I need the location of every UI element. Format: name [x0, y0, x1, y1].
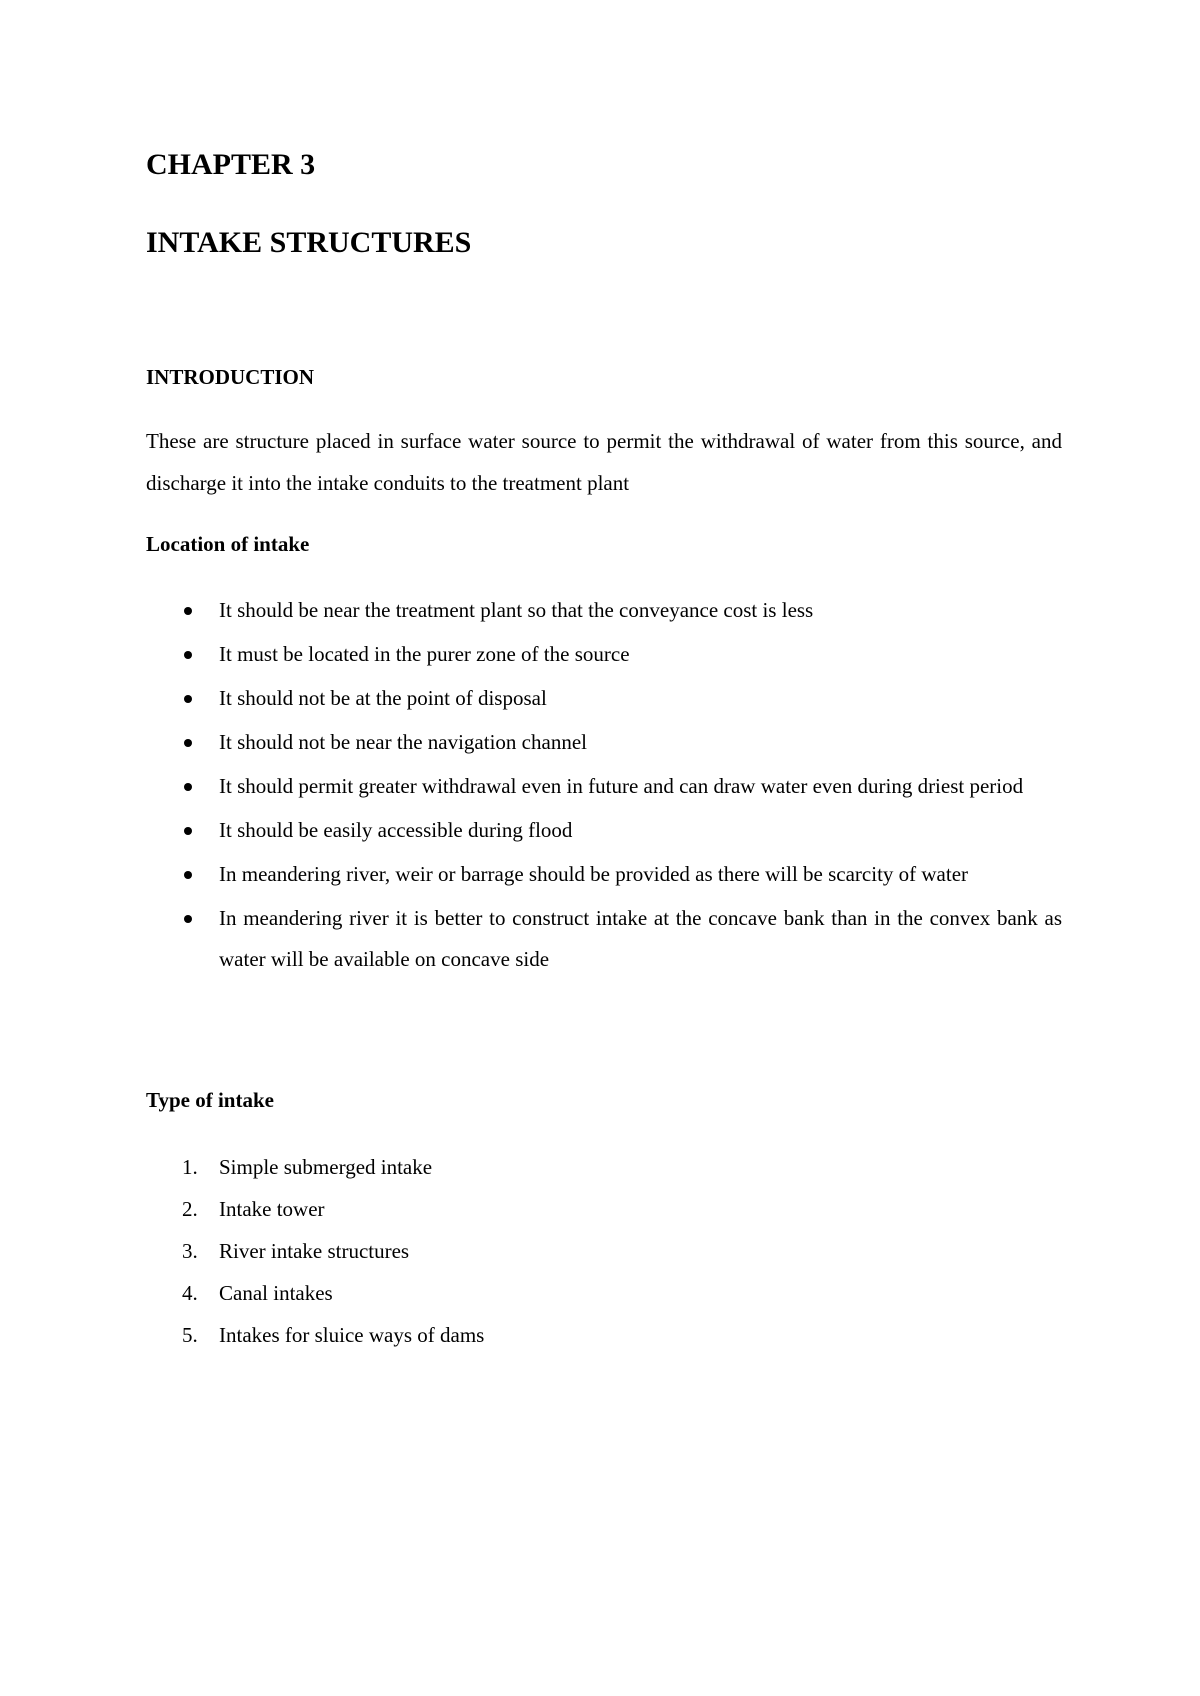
bullet-text: In meandering river, weir or barrage should be provided as there will be scarcity of water [219, 862, 969, 886]
location-bullet-list [146, 590, 1062, 983]
bullet-text: It should permit greater withdrawal even in future and can draw water even during driest period [219, 774, 1024, 798]
numbered-item [146, 1188, 1062, 1230]
bullet-dot-icon [184, 827, 192, 835]
bullet-dot-icon [184, 871, 192, 879]
numbered-item [146, 1230, 1062, 1272]
bullet-text: It should be easily accessible during flood [219, 818, 573, 842]
item-text: Simple submerged intake [219, 1155, 433, 1179]
item-number: 3. [182, 1239, 198, 1263]
bullet-text: In meandering river it is better to construct intake at the concave bank than in the convex bank as water will be available on concave side [219, 906, 1062, 971]
chapter-title: INTAKE STRUCTURES [146, 226, 472, 259]
numbered-item [146, 1272, 1062, 1314]
bullet-item [146, 590, 1062, 631]
bullet-dot-icon [184, 739, 192, 747]
item-text: Intake tower [219, 1197, 325, 1221]
bullet-dot-icon [184, 783, 192, 791]
item-text: Canal intakes [219, 1281, 333, 1305]
numbered-item [146, 1314, 1062, 1356]
item-text: Intakes for sluice ways of dams [219, 1323, 485, 1347]
bullet-item [146, 810, 1062, 851]
bullet-dot-icon [184, 915, 192, 923]
bullet-item [146, 722, 1062, 763]
bullet-item [146, 766, 1062, 807]
bullet-dot-icon [184, 695, 192, 703]
bullet-text: It should be near the treatment plant so that the conveyance cost is less [219, 598, 814, 622]
bullet-text: It should not be near the navigation channel [219, 730, 587, 754]
bullet-item [146, 634, 1062, 675]
introduction-paragraph: These are structure placed in surface water source to permit the withdrawal of water from this source, and discharge it into the intake conduits to the treatment plant [146, 429, 1062, 495]
bullet-dot-icon [184, 651, 192, 659]
item-number: 5. [182, 1323, 198, 1347]
introduction-heading: INTRODUCTION [146, 365, 315, 389]
item-text: River intake structures [219, 1239, 410, 1263]
chapter-label: CHAPTER 3 [146, 148, 316, 181]
item-number: 1. [182, 1155, 198, 1179]
numbered-item [146, 1146, 1062, 1188]
item-number: 4. [182, 1281, 198, 1305]
bullet-text: It should not be at the point of disposal [219, 686, 547, 710]
bullet-dot-icon [184, 607, 192, 615]
type-numbered-list [146, 1146, 1062, 1356]
item-number: 2. [182, 1197, 198, 1221]
bullet-item [146, 678, 1062, 719]
bullet-text: It must be located in the purer zone of the source [219, 642, 630, 666]
bullet-item [146, 854, 1062, 895]
type-heading: Type of intake [146, 1088, 274, 1112]
location-heading: Location of intake [146, 532, 310, 556]
bullet-item [146, 898, 1062, 980]
